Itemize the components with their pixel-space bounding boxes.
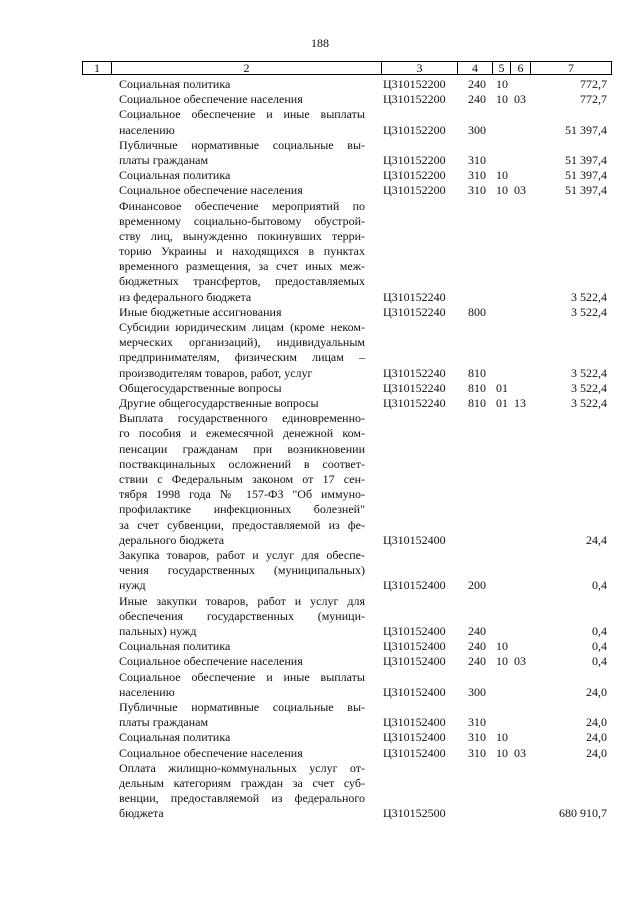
- description-line: тября 1998 года № 157-ФЗ "Об иммуно-: [119, 487, 365, 502]
- table-header: [82, 61, 612, 75]
- table-row: [0, 639, 640, 654]
- description-line: Социальное обеспечение населения: [119, 745, 303, 760]
- description-line: за счет субвенции, предоставляемой из фе-: [119, 517, 365, 532]
- table-row: [0, 654, 640, 669]
- row-description: [119, 138, 365, 168]
- row-description: [119, 320, 365, 381]
- table-row: [0, 594, 640, 640]
- row-section: 10: [496, 654, 508, 669]
- row-code: Ц310152200: [383, 76, 446, 91]
- table-row: [0, 730, 640, 745]
- row-subsection: 03: [514, 183, 526, 198]
- row-code: Ц310152200: [383, 92, 446, 107]
- row-code: Ц310152400: [383, 715, 446, 730]
- row-description: [119, 548, 365, 594]
- table-row: [0, 548, 640, 594]
- description-line: Закупка товаров, работ и услуг для обеспе-: [119, 548, 365, 563]
- description-line: торию Украины и находящихся в пунктах: [119, 244, 365, 259]
- description-line: Иные закупки товаров, работ и услуг для: [119, 593, 365, 608]
- row-section: 01: [496, 380, 508, 395]
- description-line: Выплата государственного единовременно-: [119, 411, 365, 426]
- row-section: 01: [496, 396, 508, 411]
- header-col-7: 7: [568, 61, 574, 75]
- row-description: [119, 700, 365, 730]
- header-col-1: 1: [94, 61, 100, 75]
- description-line: нужд: [119, 578, 146, 593]
- row-amount: 51 397,4: [565, 122, 607, 137]
- description-line: Социальная политика: [119, 639, 231, 654]
- row-amount: 0,4: [592, 639, 607, 654]
- row-amount: 51 397,4: [565, 168, 607, 183]
- description-line: бюджета: [119, 806, 164, 821]
- row-expense-type: 810: [468, 365, 486, 380]
- row-expense-type: 240: [468, 639, 486, 654]
- row-amount: 772,7: [580, 76, 607, 91]
- description-line: Социальное обеспечение населения: [119, 92, 303, 107]
- row-code: Ц310152400: [383, 745, 446, 760]
- row-amount: 24,0: [586, 684, 607, 699]
- row-expense-type: 800: [468, 304, 486, 319]
- row-amount: 0,4: [592, 624, 607, 639]
- row-section: 10: [496, 168, 508, 183]
- row-code: Ц310152400: [383, 532, 446, 547]
- row-subsection: 03: [514, 745, 526, 760]
- row-amount: 680 910,7: [559, 806, 607, 821]
- description-line: Публичные нормативные социальные вы-: [119, 700, 365, 715]
- row-section: 10: [496, 183, 508, 198]
- description-line: Социальное обеспечение и иные выплаты: [119, 107, 365, 122]
- description-line: чения государственных (муниципальных): [119, 563, 365, 578]
- description-line: Социальная политика: [119, 77, 231, 91]
- description-line: Иные бюджетные ассигнования: [119, 304, 282, 319]
- table-row: [0, 670, 640, 700]
- table-row: [0, 199, 640, 305]
- row-amount: 24,0: [586, 715, 607, 730]
- table-row: [0, 746, 640, 761]
- description-line: Социальное обеспечение и иные выплаты: [119, 669, 365, 684]
- description-line: Социальное обеспечение населения: [119, 654, 303, 669]
- description-line: производителям товаров, работ, услуг: [119, 365, 313, 380]
- row-description: [119, 77, 365, 92]
- row-description: [119, 761, 365, 822]
- row-description: [119, 305, 365, 320]
- row-description: [119, 199, 365, 305]
- row-code: Ц310152200: [383, 168, 446, 183]
- row-code: Ц310152240: [383, 365, 446, 380]
- row-subsection: 03: [514, 92, 526, 107]
- description-line: Субсидии юридическим лицам (кроме неком-: [119, 320, 365, 335]
- header-col-2: 2: [243, 61, 250, 75]
- row-code: Ц310152240: [383, 304, 446, 319]
- header-col-6: 6: [517, 61, 524, 75]
- description-line: Социальное обеспечение населения: [119, 183, 303, 198]
- row-expense-type: 310: [468, 183, 486, 198]
- description-line: Финансовое обеспечение мероприятий по: [119, 198, 365, 213]
- page-number: 188: [311, 36, 329, 50]
- description-line: обеспечения государственных (муници-: [119, 608, 365, 623]
- row-expense-type: 310: [468, 168, 486, 183]
- description-line: Публичные нормативные социальные вы-: [119, 137, 365, 152]
- row-code: Ц310152400: [383, 684, 446, 699]
- table-row: [0, 305, 640, 320]
- row-code: Ц310152400: [383, 654, 446, 669]
- row-description: [119, 746, 365, 761]
- table-row: [0, 411, 640, 548]
- row-code: Ц310152400: [383, 639, 446, 654]
- table-row: [0, 138, 640, 168]
- row-description: [119, 396, 365, 411]
- row-code: Ц310152400: [383, 624, 446, 639]
- row-amount: 3 522,4: [571, 365, 607, 380]
- table-row: [0, 396, 640, 411]
- row-expense-type: 310: [468, 152, 486, 167]
- row-section: 10: [496, 92, 508, 107]
- table-row: [0, 92, 640, 107]
- description-line: Общегосударственные вопросы: [119, 380, 282, 395]
- table-row: [0, 168, 640, 183]
- row-code: Ц310152240: [383, 289, 446, 304]
- description-line: ствии с Федеральным законом от 17 сен-: [119, 472, 365, 487]
- table-row: [0, 381, 640, 396]
- row-description: [119, 639, 365, 654]
- row-amount: 3 522,4: [571, 380, 607, 395]
- row-section: 10: [496, 76, 508, 91]
- table-row: [0, 320, 640, 381]
- description-line: дельным категориям граждан за счет суб-: [119, 775, 365, 790]
- row-code: Ц310152200: [383, 122, 446, 137]
- row-expense-type: 240: [468, 654, 486, 669]
- row-description: [119, 183, 365, 198]
- description-line: го пособия и ежемесячной денежной ком-: [119, 426, 365, 441]
- description-line: временному социально-бытовому обустрой-: [119, 213, 365, 228]
- row-expense-type: 810: [468, 396, 486, 411]
- row-section: 10: [496, 639, 508, 654]
- row-amount: 51 397,4: [565, 152, 607, 167]
- row-description: [119, 381, 365, 396]
- row-code: Ц310152200: [383, 152, 446, 167]
- row-description: [119, 168, 365, 183]
- row-expense-type: 310: [468, 715, 486, 730]
- description-line: платы гражданам: [119, 152, 209, 167]
- description-line: Другие общегосударственные вопросы: [119, 396, 319, 411]
- row-amount: 0,4: [592, 654, 607, 669]
- description-line: из федерального бюджета: [119, 289, 252, 304]
- description-line: профилактике инфекционных болезней": [119, 502, 365, 517]
- row-code: Ц310152240: [383, 380, 446, 395]
- row-section: 10: [496, 730, 508, 745]
- row-expense-type: 240: [468, 76, 486, 91]
- header-col-5: 5: [498, 61, 505, 75]
- table-row: [0, 761, 640, 822]
- description-line: ству лиц, вынужденно покинувших терри-: [119, 228, 365, 243]
- description-line: дерального бюджета: [119, 532, 225, 547]
- row-amount: 3 522,4: [571, 396, 607, 411]
- row-amount: 24,0: [586, 745, 607, 760]
- row-description: [119, 92, 365, 107]
- row-code: Ц310152400: [383, 578, 446, 593]
- row-subsection: 03: [514, 654, 526, 669]
- row-description: [119, 654, 365, 669]
- description-line: поствакцинальных осложнений в соответ-: [119, 456, 365, 471]
- row-amount: 3 522,4: [571, 304, 607, 319]
- table-row: [0, 183, 640, 198]
- description-line: предпринимателям, физическим лицам –: [119, 350, 365, 365]
- description-line: пенсации гражданам при возникновении: [119, 441, 365, 456]
- row-description: [119, 107, 365, 137]
- row-expense-type: 310: [468, 745, 486, 760]
- row-code: Ц310152400: [383, 730, 446, 745]
- row-amount: 24,0: [586, 730, 607, 745]
- row-expense-type: 240: [468, 92, 486, 107]
- row-description: [119, 670, 365, 700]
- description-line: населению: [119, 684, 175, 699]
- row-description: [119, 411, 365, 548]
- table-row: [0, 107, 640, 137]
- row-amount: 0,4: [592, 578, 607, 593]
- description-line: Социальная политика: [119, 730, 231, 745]
- row-expense-type: 810: [468, 380, 486, 395]
- description-line: Оплата жилищно-коммунальных услуг от-: [119, 760, 365, 775]
- row-expense-type: 240: [468, 624, 486, 639]
- description-line: бюджетных трансфертов, предоставляемых: [119, 274, 365, 289]
- table-body: [0, 77, 640, 822]
- description-line: венции, предоставляемой из федерального: [119, 791, 365, 806]
- row-amount: 51 397,4: [565, 183, 607, 198]
- row-amount: 772,7: [580, 92, 607, 107]
- row-expense-type: 310: [468, 730, 486, 745]
- row-section: 10: [496, 745, 508, 760]
- description-line: платы гражданам: [119, 715, 209, 730]
- row-expense-type: 200: [468, 578, 486, 593]
- row-amount: 24,4: [586, 532, 607, 547]
- description-line: пальных) нужд: [119, 624, 197, 639]
- table-row: [0, 700, 640, 730]
- header-col-3: 3: [416, 61, 423, 75]
- row-expense-type: 300: [468, 122, 486, 137]
- description-line: временного размещения, за счет иных меж-: [119, 259, 365, 274]
- header-col-4: 4: [472, 61, 478, 75]
- row-amount: 3 522,4: [571, 289, 607, 304]
- row-expense-type: 300: [468, 684, 486, 699]
- description-line: мерческих организаций), индивидуальным: [119, 335, 365, 350]
- row-code: Ц310152500: [383, 806, 446, 821]
- row-code: Ц310152200: [383, 183, 446, 198]
- description-line: Социальная политика: [119, 168, 231, 183]
- row-subsection: 13: [514, 396, 526, 411]
- description-line: населению: [119, 122, 175, 137]
- row-code: Ц310152240: [383, 396, 446, 411]
- row-description: [119, 730, 365, 745]
- table-row: [0, 77, 640, 92]
- row-description: [119, 594, 365, 640]
